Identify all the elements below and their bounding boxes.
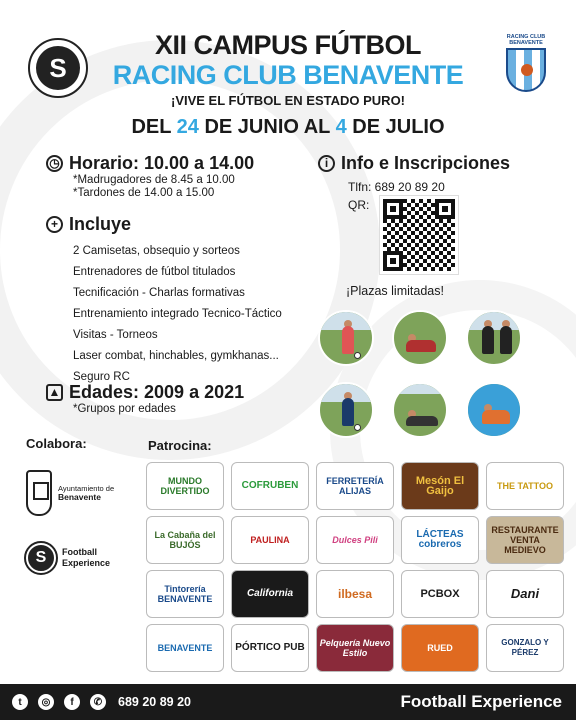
sponsor-logo: Tintorería BENAVENTE <box>146 570 224 618</box>
list-item: Seguro RC <box>73 371 130 383</box>
ayuntamiento-logo: Ayuntamiento de Benavente <box>26 470 114 516</box>
campus-photo-1 <box>318 310 374 366</box>
date-day-2: 4 <box>335 116 347 138</box>
sponsor-logo: LÁCTEAS cobreros <box>401 516 479 564</box>
footer-phone[interactable]: 689 20 89 20 <box>118 695 191 709</box>
sponsor-logo: PCBOX <box>401 570 479 618</box>
sponsor-logo: PAULINA <box>231 516 309 564</box>
list-item: 2 Camisetas, obsequio y sorteos <box>73 245 240 257</box>
info-phone[interactable]: Tlfn: 689 20 89 20 <box>348 180 445 194</box>
list-item: Visitas - Torneos <box>73 329 158 341</box>
slogan: ¡VIVE EL FÚTBOL EN ESTADO PURO! <box>170 93 406 108</box>
qr-code[interactable] <box>380 196 458 274</box>
footer-bar <box>0 684 576 720</box>
info-title: Info e Inscripciones <box>341 153 511 173</box>
cake-icon: ▲ <box>46 384 63 401</box>
horario-line-2: *Tardones de 14.00 a 15.00 <box>73 187 215 199</box>
info-icon: i <box>318 155 335 172</box>
info-section <box>318 153 510 194</box>
title-line-1: XII CAMPUS FÚTBOL <box>155 30 421 60</box>
sponsor-logo: RUED <box>401 624 479 672</box>
sponsor-logo: BENAVENTE <box>146 624 224 672</box>
whatsapp-icon[interactable]: ✆ <box>90 694 106 710</box>
sponsor-logo: Dulces Pili <box>316 516 394 564</box>
sponsor-grid <box>146 462 566 672</box>
fe-logo-icon: S <box>26 543 56 573</box>
campus-photo-2 <box>392 310 448 366</box>
plazas-limitadas: ¡Plazas limitadas! <box>346 284 444 298</box>
campus-photo-4 <box>318 382 374 438</box>
list-item: Laser combat, hinchables, gymkhanas... <box>73 350 279 362</box>
castle-icon <box>26 470 52 516</box>
sponsor-logo: ilbesa <box>316 570 394 618</box>
logo-letter: S <box>36 46 80 90</box>
title-line-2: RACING CLUB BENAVENTE <box>112 60 464 90</box>
incluye-list <box>73 241 282 388</box>
date-day-1: 24 <box>176 116 199 138</box>
sponsor-logo: Dani <box>486 570 564 618</box>
sponsor-logo: THE TATTOO <box>486 462 564 510</box>
qr-finder <box>435 199 455 219</box>
horario-title: Horario: 10.00 a 14.00 <box>69 153 255 173</box>
campus-photo-5 <box>392 382 448 438</box>
twitter-icon[interactable]: t <box>12 694 28 710</box>
colabora-title: Colabora: <box>26 436 87 451</box>
sponsor-logo: MUNDO DIVERTIDO <box>146 462 224 510</box>
sponsor-logo: La Cabaña del BUJÓS <box>146 516 224 564</box>
sponsor-logo: Pelquería Nuevo Estilo <box>316 624 394 672</box>
patrocina-title: Patrocina: <box>148 438 212 453</box>
list-item: Tecnificación - Charlas formativas <box>73 287 245 299</box>
edades-title: Edades: 2009 a 2021 <box>69 382 245 402</box>
facebook-icon[interactable]: f <box>64 694 80 710</box>
campus-photo-6 <box>466 382 522 438</box>
sponsor-logo: FERRETERÍA ALIJAS <box>316 462 394 510</box>
list-item: Entrenadores de fútbol titulados <box>73 266 236 278</box>
dates: DEL 24 DE JUNIO AL 4 DE JULIO <box>131 116 445 138</box>
sponsor-logo: Mesón El Gaijo <box>401 462 479 510</box>
instagram-icon[interactable]: ◎ <box>38 694 54 710</box>
sponsor-logo: GONZALO Y PÉREZ <box>486 624 564 672</box>
qr-finder <box>383 251 403 271</box>
sponsor-logo: COFRUBEN <box>231 462 309 510</box>
qr-label: QR: <box>348 198 370 212</box>
list-item: Entrenamiento integrado Tecnico-Táctico <box>73 308 282 320</box>
crest-text-2: BENAVENTE <box>509 40 543 47</box>
sponsor-logo: RESTAURANTE VENTA MEDIEVO <box>486 516 564 564</box>
edades-section <box>46 382 244 416</box>
incluye-section <box>46 214 282 388</box>
qr-finder <box>383 199 403 219</box>
footer-brand: Football Experience <box>400 692 562 711</box>
crest-text-1: RACING CLUB <box>506 34 546 40</box>
football-experience-collab-logo: S Football Experience <box>26 543 110 573</box>
sponsor-logo: California <box>231 570 309 618</box>
edades-note: *Grupos por edades <box>73 403 176 415</box>
campus-photo-3 <box>466 310 522 366</box>
plus-icon: + <box>46 216 63 233</box>
horario-line-1: *Madrugadores de 8.45 a 10.00 <box>73 174 235 186</box>
clock-icon: ◷ <box>46 155 63 172</box>
incluye-title: Incluye <box>69 214 132 234</box>
sponsor-logo: PÓRTICO PUB <box>231 624 309 672</box>
horario-section <box>46 153 254 200</box>
